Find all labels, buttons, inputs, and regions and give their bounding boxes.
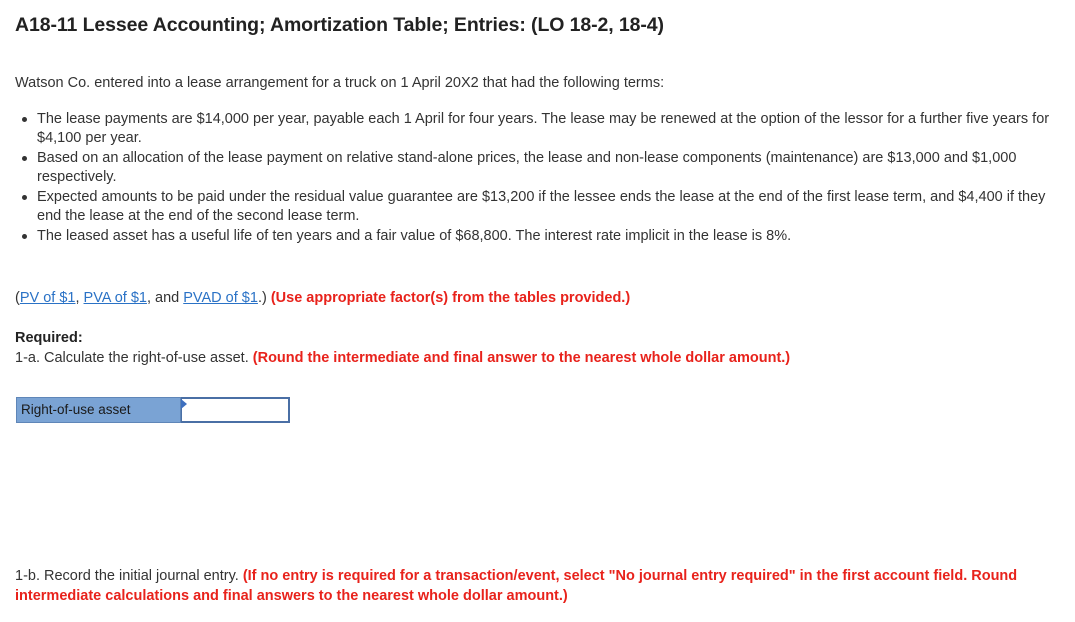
paren-open: ( xyxy=(15,290,20,306)
right-of-use-asset-input[interactable] xyxy=(181,397,290,423)
question-1b-instruction: (If no entry is required for a transaction/event, select "No journal entry required" in the first account field. Round intermediate calculations and final answers to the nearest whole dollar amount.) xyxy=(15,568,1018,604)
page-title: A18-11 Lessee Accounting; Amortization Table; Entries: (LO 18-2, 18-4) xyxy=(15,14,664,36)
question-1b xyxy=(15,566,1065,606)
pvad-of-1-link[interactable]: PVAD of $1 xyxy=(183,290,258,306)
lease-terms-list xyxy=(15,110,1073,247)
question-1a xyxy=(15,350,790,366)
separator: , xyxy=(75,290,84,306)
factor-instruction: (Use appropriate factor(s) from the tables provided.) xyxy=(270,290,631,306)
list-item: Expected amounts to be paid under the residual value guarantee are $13,200 if the lessee ends the lease at the end of the first lease term, and $4,400 if they end the lease at the end of the second lease term. xyxy=(15,188,1073,226)
question-1a-text: 1-a. Calculate the right-of-use asset. xyxy=(15,350,253,366)
answer-input-wrap xyxy=(181,397,290,423)
list-item: Based on an allocation of the lease payment on relative stand-alone prices, the lease and non-lease components (maintenance) are $13,000 and $1,000 respectively. xyxy=(15,149,1073,187)
separator: , and xyxy=(146,290,184,306)
flag-icon xyxy=(181,399,187,409)
required-heading: Required: xyxy=(15,330,83,346)
question-1b-text: 1-b. Record the initial journal entry. xyxy=(15,568,243,584)
list-item: The lease payments are $14,000 per year, payable each 1 April for four years. The lease may be renewed at the option of the lessor for a further five years for $4,100 per year. xyxy=(15,110,1073,148)
question-1a-instruction: (Round the intermediate and final answer to the nearest whole dollar amount.) xyxy=(252,350,791,366)
list-item: The leased asset has a useful life of ten years and a fair value of $68,800. The interest rate implicit in the lease is 8%. xyxy=(15,227,1073,246)
answer-row xyxy=(16,397,290,423)
right-of-use-asset-label: Right-of-use asset xyxy=(16,397,181,423)
factor-tables-line xyxy=(15,290,630,306)
pva-of-1-link[interactable]: PVA of $1 xyxy=(83,290,147,306)
pv-of-1-link[interactable]: PV of $1 xyxy=(19,290,76,306)
intro-text: Watson Co. entered into a lease arrangement for a truck on 1 April 20X2 that had the following terms: xyxy=(15,75,665,91)
paren-close: .) xyxy=(257,290,271,306)
